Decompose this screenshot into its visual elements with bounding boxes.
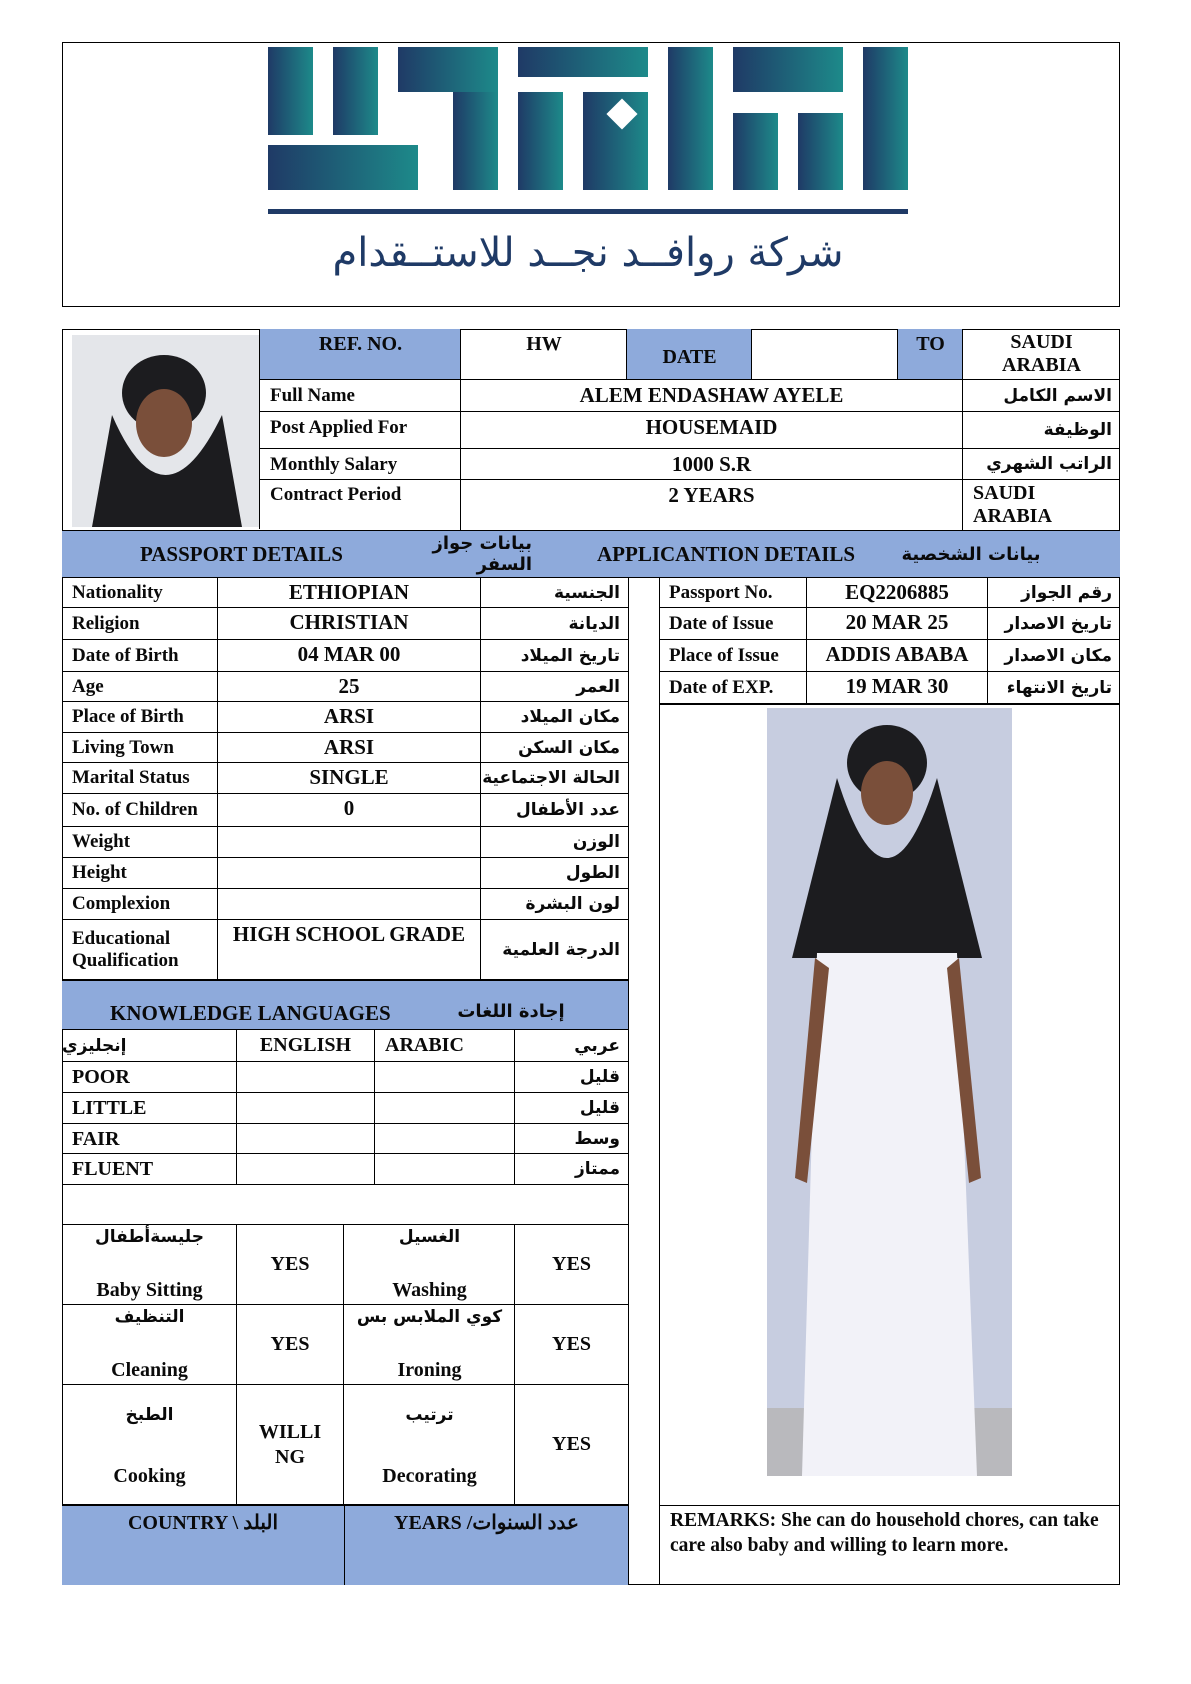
- personal-label: Nationality: [62, 578, 218, 608]
- skill-left-english: Cleaning: [111, 1359, 188, 1381]
- full-name-arabic: الاسم الكامل: [963, 380, 1120, 412]
- empty-row: [62, 1184, 629, 1225]
- passport-details-heading-arabic: بيانات جواز السفر: [432, 533, 532, 575]
- to-label: TO: [916, 333, 945, 355]
- skill-right-value: YES: [515, 1225, 629, 1305]
- applicant-headshot: [72, 335, 259, 527]
- skill-right-value: YES: [515, 1385, 629, 1505]
- lang-level-label: POOR: [62, 1062, 237, 1093]
- skill-right-value: YES: [515, 1305, 629, 1385]
- date-label: DATE: [662, 346, 717, 368]
- personal-value: 0: [218, 794, 481, 827]
- personal-label: No. of Children: [62, 794, 218, 827]
- lang-english-cell: [237, 1062, 375, 1093]
- personal-label: Religion: [62, 608, 218, 640]
- personal-arabic: الديانة: [481, 608, 628, 640]
- skill-right-english: Ironing: [397, 1359, 462, 1381]
- skill-right: [344, 1385, 515, 1505]
- passport-value: 19 MAR 30: [807, 672, 988, 704]
- personal-value: [218, 858, 481, 889]
- skill-left-value: WILLI NG: [237, 1385, 344, 1505]
- personal-label: Educational Qualification: [62, 920, 218, 980]
- lang-arabic-cell: [375, 1093, 515, 1124]
- remarks-text: REMARKS: She can do household chores, can take care also baby and willing to learn more.: [670, 1510, 1099, 1556]
- passport-value: EQ2206885: [807, 578, 988, 608]
- skill-right-arabic: الغسيل: [398, 1227, 461, 1247]
- personal-arabic: مكان السكن: [481, 733, 628, 763]
- skill-right-arabic: ترتيب: [405, 1405, 454, 1425]
- lang-level-label: LITTLE: [62, 1093, 237, 1124]
- personal-label: Complexion: [62, 889, 218, 920]
- passport-value: 20 MAR 25: [807, 608, 988, 640]
- personal-arabic: تاريخ الميلاد: [481, 640, 628, 672]
- personal-arabic: لون البشرة: [481, 889, 628, 920]
- languages-heading-arabic: إجادة اللغات: [457, 1000, 565, 1022]
- contract-label: Contract Period: [270, 484, 402, 505]
- personal-value: 04 MAR 00: [218, 640, 481, 672]
- passport-arabic: تاريخ الاصدار: [988, 608, 1120, 640]
- divider: [659, 704, 1120, 705]
- passport-label: Date of EXP.: [659, 672, 807, 704]
- skill-left: [62, 1225, 237, 1305]
- personal-label: Living Town: [62, 733, 218, 763]
- lang-arabic-cell: [375, 1062, 515, 1093]
- skill-left-english: Cooking: [113, 1465, 186, 1487]
- lang-head-arabic: ARABIC: [375, 1030, 515, 1062]
- personal-value: 25: [218, 672, 481, 702]
- personal-arabic: الوزن: [481, 827, 628, 858]
- personal-value: ETHIOPIAN: [218, 578, 481, 608]
- lang-level-label: FAIR: [62, 1124, 237, 1154]
- passport-arabic: رقم الجواز: [988, 578, 1120, 608]
- country-label: COUNTRY \ البلد: [127, 1512, 279, 1534]
- skill-right-english: Washing: [392, 1279, 467, 1301]
- contract-value: 2 YEARS: [461, 480, 963, 530]
- lang-english-cell: [237, 1124, 375, 1154]
- skill-left-arabic: التنظيف: [114, 1307, 185, 1327]
- salary-label: Monthly Salary: [270, 453, 398, 475]
- skill-right-english: Decorating: [382, 1465, 477, 1487]
- lang-english-cell: [237, 1154, 375, 1185]
- lang-level-arabic: وسط: [515, 1124, 629, 1154]
- lang-level-label: FLUENT: [62, 1154, 237, 1185]
- languages-heading: KNOWLEDGE LANGUAGES: [110, 1000, 391, 1025]
- skill-left-english: Baby Sitting: [96, 1279, 203, 1301]
- personal-arabic: الجنسية: [481, 578, 628, 608]
- personal-arabic: العمر: [481, 672, 628, 702]
- ref-label: REF. NO.: [318, 333, 403, 355]
- passport-label: Date of Issue: [659, 608, 807, 640]
- lang-head-english-arabic: إنجليزي: [62, 1030, 237, 1062]
- skill-right: [344, 1225, 515, 1305]
- personal-arabic: عدد الأطفال: [481, 794, 628, 827]
- personal-label: Height: [62, 858, 218, 889]
- application-details-heading-arabic: بيانات الشخصية: [901, 543, 1041, 565]
- skill-left-arabic: الطبخ: [125, 1405, 174, 1425]
- passport-arabic: مكان الاصدار: [988, 640, 1120, 672]
- company-header: [62, 42, 1120, 307]
- ref-value: HW: [526, 333, 562, 355]
- post-arabic: الوظيفة: [963, 412, 1120, 449]
- applicant-full-photo: [767, 708, 1012, 1476]
- lang-level-arabic: قليل: [515, 1062, 629, 1093]
- personal-arabic: مكان الميلاد: [481, 702, 628, 733]
- passport-details-heading: PASSPORT DETAILS: [140, 541, 343, 566]
- lang-level-arabic: ممتاز: [515, 1154, 629, 1185]
- salary-arabic: الراتب الشهري: [963, 449, 1120, 480]
- personal-value: ARSI: [218, 702, 481, 733]
- personal-arabic: الدرجة العلمية: [481, 920, 628, 980]
- skill-left: [62, 1305, 237, 1385]
- skill-left-value: YES: [237, 1225, 344, 1305]
- application-details-heading: APPLICANTION DETAILS: [597, 541, 856, 566]
- passport-label: Passport No.: [659, 578, 807, 608]
- full-name-label: Full Name: [270, 385, 355, 406]
- lang-english-cell: [237, 1093, 375, 1124]
- personal-label: Age: [62, 672, 218, 702]
- date-value: [752, 329, 898, 380]
- personal-label: Marital Status: [62, 763, 218, 794]
- passport-arabic: تاريخ الانتهاء: [988, 672, 1120, 704]
- personal-label: Date of Birth: [62, 640, 218, 672]
- passport-label: Place of Issue: [659, 640, 807, 672]
- lang-level-arabic: قليل: [515, 1093, 629, 1124]
- contract-extra: SAUDI ARABIA: [973, 482, 1052, 527]
- personal-label: Weight: [62, 827, 218, 858]
- lang-head-arabic-ar: عربي: [515, 1030, 629, 1062]
- personal-label: Place of Birth: [62, 702, 218, 733]
- personal-value: [218, 889, 481, 920]
- personal-value: CHRISTIAN: [218, 608, 481, 640]
- full-name-value: ALEM ENDASHAW AYELE: [461, 380, 963, 412]
- person-silhouette-icon: [72, 335, 259, 527]
- post-label: Post Applied For: [270, 417, 408, 438]
- salary-value: 1000 S.R: [461, 449, 963, 480]
- to-value: SAUDI ARABIA: [1002, 331, 1081, 376]
- personal-value: SINGLE: [218, 763, 481, 794]
- years-label: YEARS /عدد السنوات: [394, 1512, 579, 1534]
- skill-left-arabic: جليسةأطفال: [95, 1227, 204, 1247]
- skill-right: [344, 1305, 515, 1385]
- company-name-arabic: شركة روافــد نجــد للاستــقدام: [332, 230, 844, 276]
- lang-arabic-cell: [375, 1124, 515, 1154]
- post-value: HOUSEMAID: [461, 412, 963, 449]
- skill-left: [62, 1385, 237, 1505]
- person-full-body-icon: [767, 708, 1012, 1476]
- skill-right-arabic: كوي الملابس بس: [356, 1307, 503, 1327]
- personal-arabic: الحالة الاجتماعية: [481, 763, 628, 794]
- passport-value: ADDIS ABABA: [807, 640, 988, 672]
- personal-value: HIGH SCHOOL GRADE: [218, 920, 481, 980]
- personal-value: ARSI: [218, 733, 481, 763]
- lang-head-english: ENGLISH: [237, 1030, 375, 1062]
- skill-left-value: YES: [237, 1305, 344, 1385]
- personal-arabic: الطول: [481, 858, 628, 889]
- personal-value: [218, 827, 481, 858]
- lang-arabic-cell: [375, 1154, 515, 1185]
